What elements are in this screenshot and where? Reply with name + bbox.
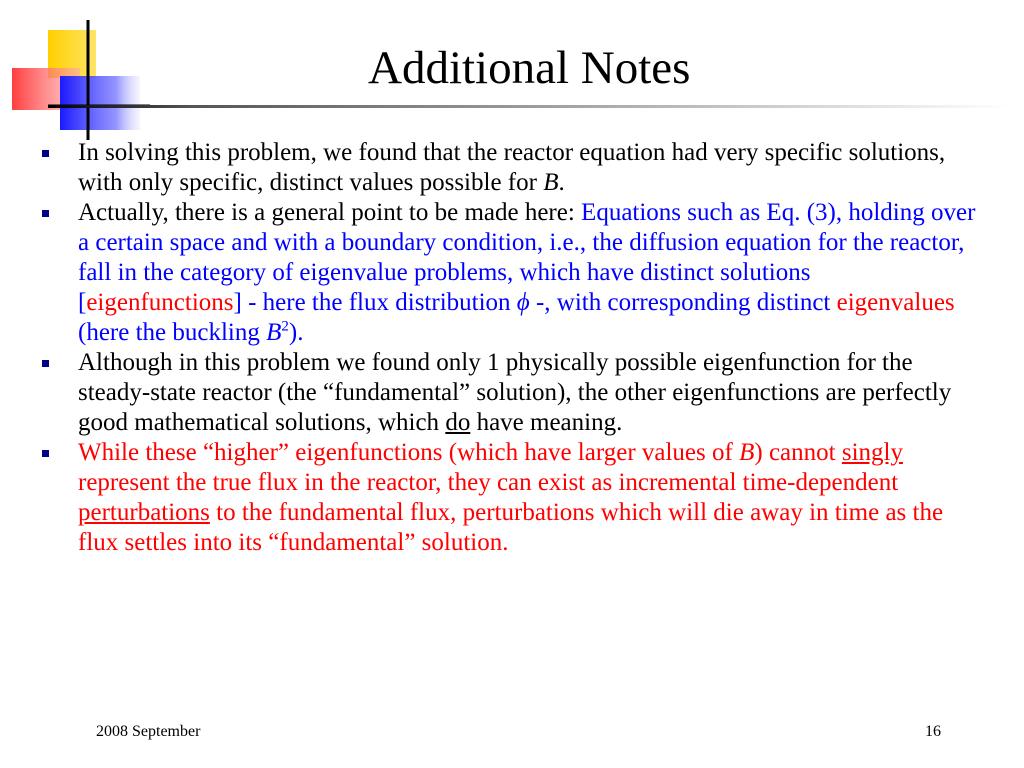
bullet-item: While these “higher” eigenfunctions (which have larger values of B) cannot singly represent the true flux in the reactor, they can exist as incremental time-dependent perturbations to the fundamental flux, perturbations which will die away in time as the flux settles into its “fundamental” solution. (38, 438, 978, 558)
title-underline-rule (48, 105, 1010, 108)
bullet-item: Actually, there is a general point to be made here: Equations such as Eq. (3), holding over a certain space and with a boundary condition, i.e., the diffusion equation for the reactor, fall in the category of eigenvalue problems, which have distinct solutions [eigenfunctions] - here the flux distribution ϕ -, with corresponding distinct eigenvalues (here the buckling $B^2$). (38, 198, 978, 348)
slide-title: Additional Notes (368, 42, 691, 94)
bullet-marker-icon (42, 450, 49, 457)
bullet-item: In solving this problem, we found that the reactor equation had very specific solutions, with only specific, distinct values possible for B. (38, 138, 978, 198)
footer-date: 2008 September (96, 723, 201, 740)
decorative-squares-logo (0, 0, 150, 150)
bullet-marker-icon (42, 360, 49, 367)
bullet-item: Although in this problem we found only 1 physically possible eigenfunction for the steady-state reactor (the “fundamental” solution), the other eigenfunctions are perfectly good mathematical solutions, which do have meaning. (38, 348, 978, 438)
bullet-list (38, 138, 978, 558)
slide-number: 16 (925, 723, 941, 740)
blue-square (60, 76, 140, 130)
bullet-marker-icon (42, 210, 49, 217)
bullet-marker-icon (42, 150, 49, 157)
